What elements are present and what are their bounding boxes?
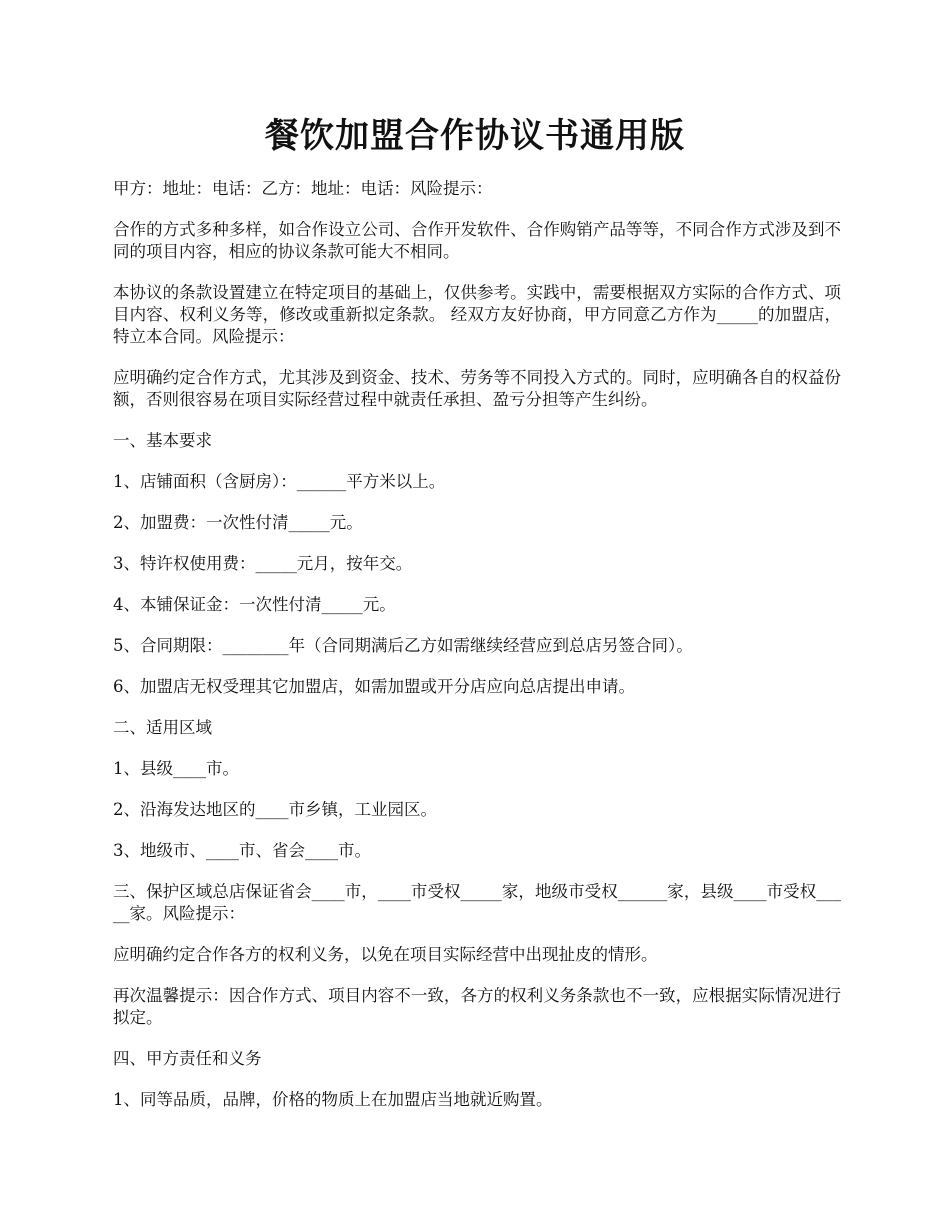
section-heading-party-a-duties: 四、甲方责任和义务: [113, 1049, 262, 1068]
list-item: 1、县级____市。: [113, 759, 239, 778]
section-protected-area: 三、保护区域总店保证省会____市，____市受权_____家，地级市受权______家，县级____市受权_____家。风险提示：: [113, 882, 841, 923]
list-item: 3、特许权使用费：_____元月，按年交。: [113, 554, 413, 573]
document-body: [113, 178, 841, 1130]
section-heading-applicable-region: 二、适用区域: [113, 718, 212, 737]
list-item: 4、本铺保证金：一次性付清_____元。: [113, 595, 396, 614]
list-item: 1、店铺面积（含厨房）：______平方米以上。: [113, 472, 446, 491]
list-item: 6、加盟店无权受理其它加盟店，如需加盟或开分店应向总店提出申请。: [113, 677, 635, 696]
paragraph-risk-note-1: 应明确约定合作方式，尤其涉及到资金、技术、劳务等不同投入方式的。同时，应明确各自的权益份额，否则很容易在项目实际经营过程中就责任承担、盈亏分担等产生纠纷。: [113, 368, 841, 409]
list-item: 2、沿海发达地区的____市乡镇，工业园区。: [113, 800, 437, 819]
paragraph-risk-note-2: 应明确约定合作各方的权利义务，以免在项目实际经营中出现扯皮的情形。: [113, 945, 658, 964]
paragraph-cooperation-methods: 合作的方式多种多样，如合作设立公司、合作开发软件、合作购销产品等等，不同合作方式涉及到不同的项目内容，相应的协议条款可能大不相同。: [113, 220, 841, 261]
section-heading-basic-requirements: 一、基本要求: [113, 431, 212, 450]
party-info-line: 甲方：地址：电话：乙方：地址：电话：风险提示：: [113, 179, 493, 198]
list-item: 2、加盟费：一次性付清_____元。: [113, 513, 363, 532]
paragraph-reminder: 再次温馨提示：因合作方式、项目内容不一致，各方的权利义务条款也不一致，应根据实际情况进行拟定。: [113, 986, 841, 1027]
list-item: 5、合同期限：________年（合同期满后乙方如需继续经营应到总店另签合同）。: [113, 636, 693, 655]
document-title: 餐饮加盟合作协议书通用版: [265, 116, 685, 156]
paragraph-agreement-terms: 本协议的条款设置建立在特定项目的基础上，仅供参考。实践中，需要根据双方实际的合作方式、项目内容、权利义务等，修改或重新拟定条款。 经双方友好协商，甲方同意乙方作为_____的加盟店，特立本合同。风险提示：: [113, 283, 841, 346]
list-item: 3、地级市、____市、省会____市。: [113, 841, 371, 860]
list-item: 1、同等品质，品牌，价格的物质上在加盟店当地就近购置。: [113, 1090, 553, 1109]
